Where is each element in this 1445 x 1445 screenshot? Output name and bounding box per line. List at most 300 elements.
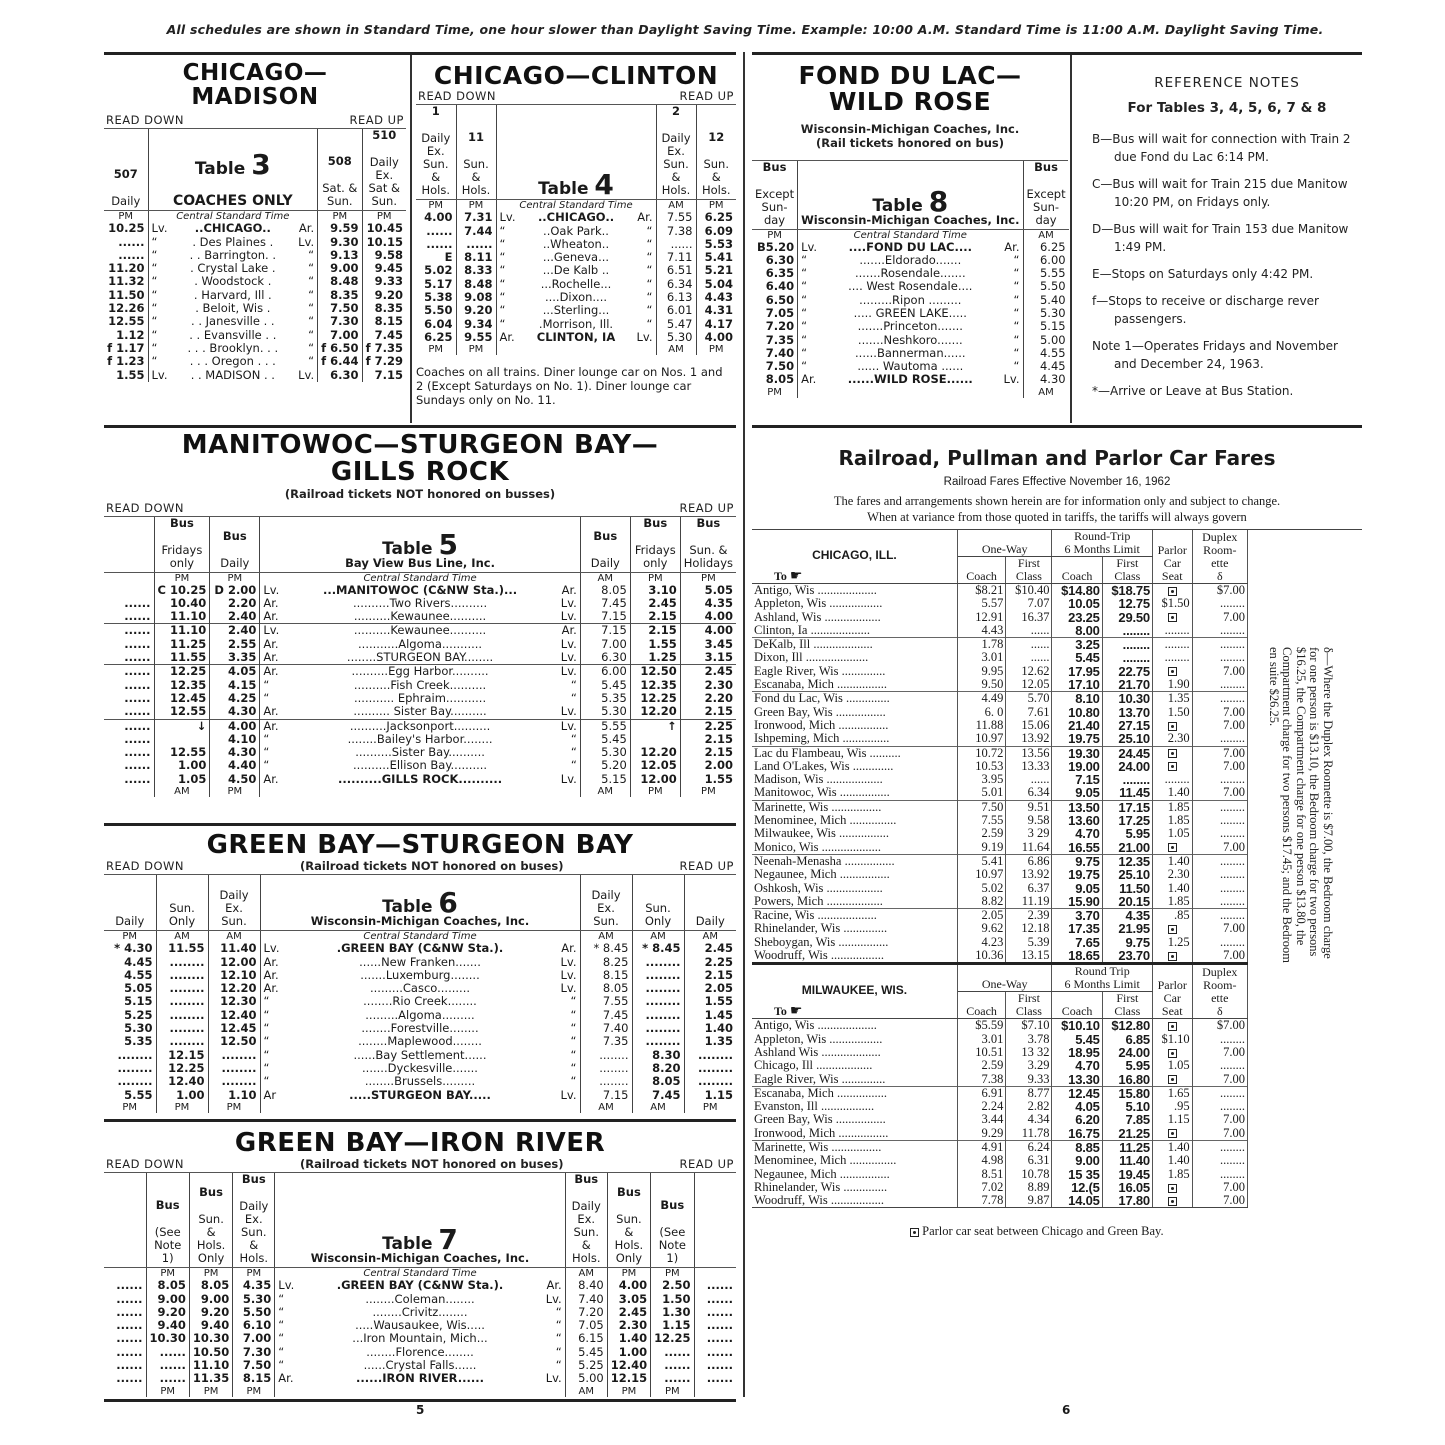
station-name: ..........Fish Creek.......... bbox=[353, 677, 487, 692]
schedule-row: 1.12 “ . . Evansville . . “ 7.00 7.45 bbox=[104, 329, 406, 342]
station-name: ...De Kalb .. bbox=[542, 263, 610, 278]
station-name: . . . Oregon . . . bbox=[189, 354, 276, 369]
column-header: 2 Daily Ex. Sun. & Hols. bbox=[656, 105, 696, 200]
fare-row: Oshkosh, Wis .................. 5.02 6.37 9.05 11.50 1.40 ........ bbox=[752, 882, 1248, 895]
fare-destination: Menominee, Mich ............... bbox=[752, 1154, 957, 1167]
table-7-grid: Bus (See Note 1) Bus Sun. & Hols. Only Bus Daily Ex. Sun. & Hols. Table 7 Wisconsin-Michigan Coaches, Inc. Bus Daily Ex. Sun. & Hols. Bus Sun. & Hols. Only Bus (See Note 1) PM PM PM Central Standard Time AM PM PM ...... 8.05 8.05 4.35 Lv. .GREEN BAY (C&NW Sta.). Ar. 8.40 4.00 2.50 ...... ...... 9.00 9.00 5.30 “ ........Coleman........ Lv. 7.40 3.05 1.50 ...... ...... 9.20 9.20 5.50 “ ........Crivitz........ “ 7.20 2.45 1.30 ...... ...... 9.40 9.40 6.10 “ .....Wausaukee, Wis..... “ 7.05 2.30 1.15 ...... ...... 10.30 10.30 7.00 “ ...Iron Mountain, Mich... “ 6.15 1.40 12.25 ...... ...... ...... 10.50 7.30 “ ........Florence........ “ 5.45 1.00 ...... ...... ...... ...... 11.10 7.50 “ ......Crystal Falls...... “ 5.25 12.40 ...... ...... ...... ...... 11.35 8.15 Ar. ......IRON RIVER...... Lv. 5.00 12.15 ...... ...... PM PM PM AM PM PM bbox=[104, 1173, 736, 1396]
schedule-row: ........ 12.15 ........ “ ......Bay Settlement...... “ ........ 8.30 ........ bbox=[104, 1049, 736, 1062]
station-name: ..........Ellison Bay.......... bbox=[353, 758, 488, 773]
read-down-label: READ DOWN bbox=[106, 113, 185, 128]
parlor-seat-icon bbox=[1168, 1184, 1177, 1193]
column-header: Bus Daily Ex. Sun. & Hols. bbox=[233, 1173, 275, 1268]
fare-destination: Monico, Wis ................... bbox=[752, 841, 957, 855]
parlor-footnote: Parlor car seat between Chicago and Green Bay. bbox=[910, 1224, 1362, 1239]
station-name: ..Oak Park.. bbox=[543, 223, 609, 238]
station-name: .Morrison, Ill. bbox=[538, 316, 614, 331]
station-name: .......Eldorado....... bbox=[859, 252, 962, 267]
fare-row: Marinette, Wis ................ 7.50 9.51 13.50 17.15 1.85 ........ bbox=[752, 800, 1248, 814]
fare-row: Negaunee, Mich ................ 8.51 10.78 15 35 19.45 1.85 ........ bbox=[752, 1168, 1248, 1181]
schedule-row: ...... 11.10 2.40 Ar. ..........Kewaunee.......... Lv. 7.15 2.15 4.00 bbox=[104, 610, 736, 624]
schedule-row: ...... 10.40 2.20 Ar. ..........Two Rivers.......... Lv. 7.45 2.45 4.35 bbox=[104, 597, 736, 610]
table-number-header: Table 3 COACHES ONLY bbox=[148, 129, 318, 211]
read-up-label: READ UP bbox=[679, 500, 734, 515]
station-name: .........Ripon ......... bbox=[859, 292, 962, 307]
column-header: Bus Except Sun- day bbox=[752, 161, 798, 230]
station-name: . Woodstock . bbox=[194, 274, 272, 289]
station-name: . . . Brooklyn. . . bbox=[187, 340, 279, 355]
schedule-row: ...... “ . . Barrington. . “ 9.13 9.58 bbox=[104, 249, 406, 262]
schedule-row: 5.25 ........ 12.40 “ .........Algoma......... “ 7.45 ........ 1.45 bbox=[104, 1009, 736, 1022]
station-name: .GREEN BAY (C&NW Sta.). bbox=[336, 941, 504, 956]
station-name: . Crystal Lake . bbox=[190, 261, 276, 276]
fare-destination: Evanston, Ill ................. bbox=[752, 1100, 957, 1113]
table-8-title-line1: FOND DU LAC— bbox=[798, 61, 1022, 90]
column-header: Bus Daily bbox=[580, 517, 630, 573]
station-name: ..........Kewaunee.......... bbox=[353, 609, 487, 624]
fares-disclaimer-line2: When at variance from those quoted in tariffs, the tariffs will always govern bbox=[867, 510, 1247, 524]
table-5-grid: Bus Fridays only Bus Daily Table 5 Bay View Bus Line, Inc. Bus Daily Bus Fridays only Bus Sun. & Holidays PM PM Central Standard Time AM PM PM C 10.25 D 2.00 Lv. ...MANITOWOC (C&NW Sta.)... Ar. 8.05 3.10 5.05 ...... 10.40 2.20 Ar. ..........Two Rivers.......... Lv. 7.45 2.45 4.35 ...... 11.10 2.40 Ar. ..........Kewaunee.......... Lv. 7.15 2.15 4.00 ...... 11.10 2.40 Lv. ..........Kewaunee.......... Ar. 7.15 2.15 4.00 ...... 11.25 2.55 Ar. ...........Algoma........... Lv. 7.00 1.55 3.45 ...... 11.55 3.35 Ar. ........STURGEON BAY........ Lv. 6.30 1.25 3.15 ...... 12.25 4.05 Ar. ..........Egg Harbor.......... Lv. 6.00 12.50 2.45 ...... 12.35 4.15 “ ..........Fish Creek.......... “ 5.45 12.35 2.30 ...... 12.45 4.25 “ ........... Ephraim........... “ 5.35 12.25 2.20 ...... 12.55 4.30 Ar. .......... Sister Bay.......... Lv. 5.30 12.20 2.15 ...... ↓ 4.00 Ar. ..........Jacksonport.......... Lv. 5.55 ↑ 2.25 ...... 4.10 “ ........Bailey's Harbor........ “ 5.45 2.15 ...... 12.55 4.30 “ ..........Sister Bay.......... “ 5.30 12.20 2.15 ...... 1.00 4.40 “ ..........Ellison Bay.......... “ 5.20 12.05 2.00 ...... 1.05 4.50 Ar. ..........GILLS ROCK.......... Lv. 5.15 12.00 1.55 AM PM AM PM PM bbox=[104, 517, 736, 797]
schedule-row: 12.55 “ . . Janesville . . “ 7.30 8.15 bbox=[104, 315, 406, 328]
parlor-seat-icon bbox=[1168, 1049, 1177, 1058]
station-name: ...MANITOWOC (C&NW Sta.)... bbox=[322, 582, 518, 597]
schedule-row: 11.32 “ . Woodstock . “ 8.48 9.33 bbox=[104, 275, 406, 288]
pointing-hand-icon: ☛ bbox=[789, 569, 803, 584]
station-name: ...Sterling... bbox=[542, 303, 610, 318]
schedule-row: 7.05 “ ..... GREEN LAKE..... “ 5.30 bbox=[752, 307, 1069, 320]
column-header: Daily Ex. Sun. bbox=[208, 875, 260, 931]
fare-row: Antigo, Wis ................... $8.21 $10.40 $14.80 $18.75 $7.00 bbox=[752, 584, 1248, 598]
read-down-label: READ DOWN bbox=[106, 500, 185, 515]
schedule-row: 5.30 ........ 12.45 “ ........Forestville........ “ 7.40 ........ 1.40 bbox=[104, 1022, 736, 1035]
fare-origin: MILWAUKEE, WIS. To ☛ bbox=[752, 965, 957, 1019]
column-header: Daily bbox=[684, 875, 736, 931]
fare-destination: Dixon, Ill .................... bbox=[752, 651, 957, 664]
schedule-row: 5.17 8.48 “ ...Rochelle... “ 6.34 5.04 bbox=[416, 278, 736, 291]
schedule-row: 6.30 “ .......Eldorado....... “ 6.00 bbox=[752, 254, 1069, 267]
fare-row: Land O'Lakes, Wis ............. 10.53 13.33 19.00 24.00 7.00 bbox=[752, 760, 1248, 773]
schedule-row: ...... 7.44 “ ..Oak Park.. “ 7.38 6.09 bbox=[416, 225, 736, 238]
table-7-title: GREEN BAY—IRON RIVER bbox=[234, 1128, 606, 1158]
fare-row: Appleton, Wis ................. 5.57 7.07 10.05 12.75 $1.50 ........ bbox=[752, 597, 1248, 610]
schedule-row: ...... 9.40 9.40 6.10 “ .....Wausaukee, Wis..... “ 7.05 2.30 1.15 ...... bbox=[104, 1319, 736, 1332]
fare-destination: Rhinelander, Wis .............. bbox=[752, 922, 957, 935]
read-up-label: READ UP bbox=[679, 859, 734, 874]
schedule-row: 12.26 “ . Beloit, Wis . “ 7.50 8.35 bbox=[104, 302, 406, 315]
station-name: .......Princeton....... bbox=[857, 319, 963, 334]
schedule-row: B5.20 Lv. ....FOND DU LAC.... Ar. 6.25 bbox=[752, 241, 1069, 254]
station-name: ........Coleman........ bbox=[365, 1291, 475, 1306]
fare-origin: CHICAGO, ILL. To ☛ bbox=[752, 530, 957, 584]
fare-destination: Land O'Lakes, Wis ............. bbox=[752, 760, 957, 773]
station-name: ..........Jacksonport.......... bbox=[282, 719, 557, 733]
fare-destination: Negaunee, Mich ................ bbox=[752, 1168, 957, 1181]
schedule-row: 7.35 “ .......Neshkoro....... “ 5.00 bbox=[752, 334, 1069, 347]
column-header: Sun. Only bbox=[632, 875, 684, 931]
station-name: ..CHICAGO.. bbox=[194, 221, 271, 236]
fare-destination: Appleton, Wis ................. bbox=[752, 1033, 957, 1046]
fare-destination: Antigo, Wis ................... bbox=[752, 584, 957, 598]
schedule-row: ...... 1.05 4.50 Ar. ..........GILLS ROCK.......... Lv. 5.15 12.00 1.55 bbox=[104, 773, 736, 786]
schedule-row: ...... 12.45 4.25 “ ........... Ephraim........... “ 5.35 12.25 2.20 bbox=[104, 692, 736, 705]
fare-row: Powers, Mich .................. 8.82 11.19 15.90 20.15 1.85 ........ bbox=[752, 895, 1248, 909]
fare-destination: Eagle River, Wis .............. bbox=[752, 665, 957, 678]
fare-row: Ironwood, Mich ................ 9.29 11.78 16.75 21.25 7.00 bbox=[752, 1127, 1248, 1141]
schedule-row: 4.55 ........ 12.10 Ar. .......Luxemburg........ Lv. 8.15 ........ 2.15 bbox=[104, 969, 736, 982]
station-name: ........Maplewood........ bbox=[358, 1034, 482, 1049]
fare-destination: Eagle River, Wis .............. bbox=[752, 1073, 957, 1087]
station-name: ...........Algoma........... bbox=[358, 636, 483, 651]
page-number-left: 5 bbox=[416, 1403, 425, 1417]
parlor-seat-icon bbox=[1168, 1129, 1177, 1138]
parlor-seat-icon bbox=[1168, 843, 1177, 852]
reference-notes-title: REFERENCE NOTES bbox=[1154, 75, 1300, 91]
fares-from-milwaukee: MILWAUKEE, WIS. To ☛ One-Way Round Trip 6 Months Limit Parlor Car Seat Duplex Room- ette δ Coach First Class Coach First Class Antigo, Wis ................... $5.59 $7.10 $10.10 $12.80 $7.00 Appleton, Wis ................. 3.01 3.78 5.45 6.85 $1.10 ........ Ashland Wis ................... 10.51 13 32 18.95 24.00 7.00 Chicago, Ill .................. 2.59 3.29 4.70 5.95 1.05 ........ Eagle River, Wis .............. 7.38 9.33 13.30 16.80 7.00 Escanaba, Mich ................ 6.91 8.77 12.45 15.80 1.65 ........ Evanston, Ill ................. 2.24 2.82 4.05 5.10 .95 ........ Green Bay, Wis ................ 3.44 4.34 6.20 7.85 1.15 7.00 Ironwood, Mich ................ 9.29 11.78 16.75 21.25 7.00 Marinette, Wis ................ 4.91 6.24 8.85 11.25 1.40 ........ Menominee, Mich ............... 4.98 6.31 9.00 11.40 1.40 ........ Negaunee, Mich ................ 8.51 10.78 15 35 19.45 1.85 ........ Rhinelander, Wis .............. 7.02 8.89 12.(5 16.05 7.00 Woodruff, Wis ................. 7.78 9.87 14.05 17.80 7.00 bbox=[752, 965, 1248, 1207]
column-header: Bus Except Sun- day bbox=[1023, 161, 1069, 230]
station-name: ........STURGEON BAY........ bbox=[346, 650, 494, 665]
station-name: .....STURGEON BAY..... bbox=[349, 1087, 491, 1102]
table-6-green-bay-sturgeon-bay bbox=[104, 823, 736, 1113]
fare-row: Monico, Wis ................... 9.19 11.64 16.55 21.00 7.00 bbox=[752, 841, 1248, 855]
fares-effective-date: Railroad Fares Effective November 16, 1962 bbox=[943, 476, 1171, 488]
page-number-right: 6 bbox=[1062, 1403, 1071, 1417]
table-5-manitowoc-gills-rock bbox=[104, 425, 736, 797]
fare-row: Eagle River, Wis .............. 7.38 9.33 13.30 16.80 7.00 bbox=[752, 1073, 1248, 1087]
station-name: ..Wheaton.. bbox=[542, 236, 610, 251]
schedule-row: 5.05 ........ 12.20 Ar. .........Casco......... Lv. 8.05 ........ 2.05 bbox=[104, 982, 736, 995]
schedule-row: 5.02 8.33 “ ...De Kalb .. “ 6.51 5.21 bbox=[416, 264, 736, 277]
fare-destination: Madison, Wis .................. bbox=[752, 773, 957, 786]
parlor-seat-icon bbox=[1168, 925, 1177, 934]
fare-destination: Woodruff, Wis ................. bbox=[752, 949, 957, 962]
fare-row: Escanaba, Mich ................ 9.50 12.05 17.10 21.70 1.90 ........ bbox=[752, 678, 1248, 692]
station-name: ......Crystal Falls...... bbox=[363, 1358, 477, 1373]
table-6-title: GREEN BAY—STURGEON BAY bbox=[206, 830, 634, 860]
fares-disclaimer-line1: The fares and arrangements shown herein are for information only and subject to change. bbox=[833, 494, 1281, 508]
column-header: Daily bbox=[104, 875, 156, 931]
fare-destination: Ashland, Wis .................. bbox=[752, 611, 957, 624]
central-standard-time-label: Central Standard Time bbox=[260, 572, 580, 584]
schedule-row: 4.45 ........ 12.00 Ar. ......New Franken....... Lv. 8.25 ........ 2.25 bbox=[104, 956, 736, 969]
parlor-seat-icon bbox=[1168, 749, 1177, 758]
fare-row: Racine, Wis ................... 2.05 2.39 3.70 4.35 .85 ........ bbox=[752, 909, 1248, 923]
column-header: Bus Fridays only bbox=[154, 517, 210, 573]
fare-row: Appleton, Wis ................. 3.01 3.78 5.45 6.85 $1.10 ........ bbox=[752, 1033, 1248, 1046]
schedule-row: 10.25 Lv. ..CHICAGO.. Ar. 9.59 10.45 bbox=[104, 222, 406, 235]
table-5-title-line1: MANITOWOC—STURGEON BAY— bbox=[181, 430, 659, 460]
table-7-green-bay-iron-river bbox=[104, 1119, 736, 1402]
fare-row: Antigo, Wis ................... $5.59 $7.10 $10.10 $12.80 $7.00 bbox=[752, 1019, 1248, 1033]
reference-note: *—Arrive or Leave at Bus Station. bbox=[1092, 384, 1294, 398]
schedule-row: 6.40 “ .... West Rosendale.... “ 5.50 bbox=[752, 280, 1069, 293]
station-name: . . Evansville . . bbox=[189, 327, 277, 342]
column-header bbox=[104, 1173, 146, 1268]
schedule-row: ...... 1.00 4.40 “ ..........Ellison Bay.......... “ 5.20 12.05 2.00 bbox=[104, 759, 736, 772]
station-name: . . MADISON . . bbox=[190, 367, 275, 382]
station-name: ......Bannerman...... bbox=[855, 345, 966, 360]
column-header: 508 Sat. & Sun. bbox=[318, 129, 362, 211]
column-header: Bus Sun. & Hols. Only bbox=[607, 1173, 650, 1268]
fare-destination: Fond du Lac, Wis .............. bbox=[752, 692, 957, 706]
column-header: 11 Sun. & Hols. bbox=[456, 105, 496, 200]
station-name: . . Barrington. . bbox=[189, 247, 276, 262]
page-5 bbox=[104, 52, 736, 1397]
station-name: ..........Sister Bay.......... bbox=[355, 745, 485, 760]
schedule-row: 8.05 Ar. ......WILD ROSE...... Lv. 4.30 bbox=[752, 373, 1069, 386]
fare-row: Woodruff, Wis ................. 10.36 13.15 18.65 23.70 7.00 bbox=[752, 949, 1248, 962]
fare-destination: Marinette, Wis ................ bbox=[752, 800, 957, 814]
schedule-row: 6.25 9.55 Ar. CLINTON, IA Lv. 5.30 4.00 bbox=[416, 331, 736, 344]
schedule-row: ...... 11.10 2.40 Lv. ..........Kewaunee.......... Ar. 7.15 2.15 4.00 bbox=[104, 624, 736, 638]
station-name: . Harvard, Ill . bbox=[193, 287, 272, 302]
station-name: .....Wausaukee, Wis..... bbox=[355, 1318, 485, 1333]
reference-note: Note 1—Operates Fridays and November and December 24, 1963. bbox=[1092, 339, 1338, 371]
table-3-grid: 507 Daily Table 3 COACHES ONLY 508 Sat. & Sun. 510 Daily Ex. Sat & Sun. PM Central Standard Time PM PM 10.25 Lv. ..CHICAGO.. Ar. 9.59 10.45 ...... “ . Des Plaines . Lv. 9.30 10.15 ...... “ . . Barrington. . “ 9.13 9.58 11.20 “ . Crystal Lake . “ 9.00 9.45 11.32 “ . Woodstock . “ 8.48 9.33 11.50 “ . Harvard, Ill . “ 8.35 9.20 12.26 “ . Beloit, Wis . “ 7.50 8.35 12.55 “ . . Janesville . . “ 7.30 8.15 1.12 “ . . Evansville . . “ 7.00 7.45 f 1.17 “ . . . Brooklyn. . . “ f 6.50 f 7.35 f 1.23 “ . . . Oregon . . . “ f 6.44 f 7.29 1.55 Lv. . . MADISON . . Lv. 6.30 7.15 bbox=[104, 129, 406, 382]
schedule-row: 5.55 1.00 1.10 Ar .....STURGEON BAY..... Lv. 7.15 7.45 1.15 bbox=[104, 1089, 736, 1102]
station-name: .......Neshkoro....... bbox=[857, 332, 963, 347]
table-4-title: CHICAGO—CLINTON bbox=[433, 61, 719, 90]
table-5-title-line2: GILLS ROCK bbox=[330, 457, 510, 488]
fare-destination: Milwaukee, Wis ................ bbox=[752, 827, 957, 840]
fare-destination: Antigo, Wis ................... bbox=[752, 1019, 957, 1033]
fare-row: Ashland, Wis .................. 12.91 16.37 23.25 29.50 7.00 bbox=[752, 611, 1248, 624]
schedule-row: ...... 12.55 4.30 “ ..........Sister Bay.......... “ 5.30 12.20 2.15 bbox=[104, 746, 736, 759]
schedule-row: 11.50 “ . Harvard, Ill . “ 8.35 9.20 bbox=[104, 289, 406, 302]
column-header: Bus Sun. & Holidays bbox=[680, 517, 736, 573]
schedule-row: ...... ...... 10.50 7.30 “ ........Florence........ “ 5.45 1.00 ...... ...... bbox=[104, 1346, 736, 1359]
schedule-row: ...... ...... “ ..Wheaton.. “ ...... 5.53 bbox=[416, 238, 736, 251]
parlor-seat-icon bbox=[1168, 667, 1177, 676]
fare-row: Neenah-Menasha ................ 5.41 6.86 9.75 12.35 1.40 ........ bbox=[752, 854, 1248, 868]
parlor-seat-icon bbox=[1168, 1022, 1177, 1031]
table-number-header: Table 6 Wisconsin-Michigan Coaches, Inc. bbox=[260, 875, 580, 931]
table-5-rail-note: (Railroad tickets NOT honored on busses) bbox=[284, 486, 556, 501]
parlor-seat-icon bbox=[1168, 722, 1177, 731]
table-number-header: Table 8 Wisconsin-Michigan Coaches, Inc. bbox=[798, 161, 1023, 230]
fare-destination: Ishpeming, Mich ............... bbox=[752, 732, 957, 746]
reference-notes-subtitle: For Tables 3, 4, 5, 6, 7 & 8 bbox=[1127, 100, 1327, 116]
table-number-header: Table 7 Wisconsin-Michigan Coaches, Inc. bbox=[275, 1173, 565, 1268]
schedule-row: 7.20 “ .......Princeton....... “ 5.15 bbox=[752, 320, 1069, 333]
column-header: 510 Daily Ex. Sat & Sun. bbox=[362, 129, 406, 211]
fare-row: Chicago, Ill .................. 2.59 3.29 4.70 5.95 1.05 ........ bbox=[752, 1059, 1248, 1072]
fare-destination: Chicago, Ill .................. bbox=[752, 1059, 957, 1072]
station-name: ...Geneva... bbox=[542, 250, 610, 265]
fare-destination: Escanaba, Mich ................ bbox=[752, 1086, 957, 1100]
fare-row: Green Bay, Wis ................ 6. 0 7.61 10.80 13.70 1.50 7.00 bbox=[752, 706, 1248, 719]
column-header: 507 Daily bbox=[104, 129, 148, 211]
fare-row: Menominee, Mich ............... 4.98 6.31 9.00 11.40 1.40 ........ bbox=[752, 1154, 1248, 1167]
table-4-chicago-clinton bbox=[410, 55, 736, 423]
fare-destination: Ashland Wis ................... bbox=[752, 1046, 957, 1059]
table-4-note: Coaches on all trains. Diner lounge car on Nos. 1 and 2 (Except Saturdays on No. 1). Diner lounge car Sundays only on No. 11. bbox=[416, 365, 723, 408]
schedule-row: ...... ↓ 4.00 Ar. ..........Jacksonport.......... Lv. 5.55 ↑ 2.25 bbox=[104, 719, 736, 733]
station-name: ..... GREEN LAKE..... bbox=[853, 305, 967, 320]
schedule-row: ...... 4.10 “ ........Bailey's Harbor........ “ 5.45 2.15 bbox=[104, 733, 736, 746]
table-8-fond-du-lac-wild-rose bbox=[752, 55, 1068, 423]
fare-row: DeKalb, Ill ................... 1.78 ...... 3.25 ........ ........ ........ bbox=[752, 638, 1248, 652]
schedule-row: 1.55 Lv. . . MADISON . . Lv. 6.30 7.15 bbox=[104, 369, 406, 382]
pointing-hand-icon: ☛ bbox=[789, 1004, 803, 1020]
reference-note: D—Bus will wait for Train 153 due Manitow 1:49 PM. bbox=[1092, 222, 1349, 254]
station-name: ........Florence........ bbox=[366, 1344, 474, 1359]
column-header bbox=[104, 517, 154, 573]
fare-row: Manitowoc, Wis ................ 5.01 6.34 9.05 11.45 1.40 7.00 bbox=[752, 786, 1248, 800]
fare-row: Ironwood, Mich ................ 11.88 15.06 21.40 27.15 7.00 bbox=[752, 719, 1248, 732]
fares-title: Railroad, Pullman and Parlor Car Fares bbox=[838, 446, 1276, 470]
reference-note: C—Bus will wait for Train 215 due Manitow 10:20 PM, on Fridays only. bbox=[1092, 177, 1348, 209]
schedule-row: ...... 11.55 3.35 Ar. ........STURGEON BAY........ Lv. 6.30 1.25 3.15 bbox=[104, 651, 736, 665]
read-down-label: READ DOWN bbox=[106, 859, 185, 874]
station-name: ........... Ephraim........... bbox=[354, 690, 487, 705]
fare-row: Clinton, Ia ................... 4.43 ...... 8.00 ........ ........ ........ bbox=[752, 624, 1248, 638]
table-8-rail-note: (Rail tickets honored on bus) bbox=[816, 135, 1004, 150]
fare-row: Lac du Flambeau, Wis .......... 10.72 13.56 19.30 24.45 7.00 bbox=[752, 746, 1248, 760]
station-name: ......Bay Settlement...... bbox=[353, 1047, 487, 1062]
schedule-row: ...... “ . Des Plaines . Lv. 9.30 10.15 bbox=[104, 236, 406, 249]
station-name: .GREEN BAY (C&NW Sta.). bbox=[336, 1278, 504, 1293]
schedule-row: ...... 9.00 9.00 5.30 “ ........Coleman........ Lv. 7.40 3.05 1.50 ...... bbox=[104, 1293, 736, 1306]
station-name: ..CHICAGO.. bbox=[537, 210, 615, 225]
column-header: Bus Sun. & Hols. Only bbox=[189, 1173, 232, 1268]
reference-note: f—Stops to receive or discharge rever passengers. bbox=[1092, 294, 1319, 326]
fare-destination: Appleton, Wis ................. bbox=[752, 597, 957, 610]
schedule-row: ........ 12.40 ........ “ ........Brussels......... “ ........ 8.05 ........ bbox=[104, 1075, 736, 1088]
fare-destination: Negaunee, Mich ................ bbox=[752, 868, 957, 881]
fare-row: Ashland Wis ................... 10.51 13 32 18.95 24.00 7.00 bbox=[752, 1046, 1248, 1059]
fare-destination: Menominee, Mich ............... bbox=[752, 814, 957, 827]
parlor-seat-icon bbox=[1168, 1075, 1177, 1084]
schedule-row: ...... 12.55 4.30 Ar. .......... Sister Bay.......... Lv. 5.30 12.20 2.15 bbox=[104, 705, 736, 719]
table-6-grid: Daily Sun. Only Daily Ex. Sun. Table 6 Wisconsin-Michigan Coaches, Inc. Daily Ex. Sun. Sun. Only Daily PM AM AM Central Standard Time AM AM AM * 4.30 11.55 11.40 Lv. .GREEN BAY (C&NW Sta.). Ar. * 8.45 * 8.45 2.45 4.45 ........ 12.00 Ar. ......New Franken....... Lv. 8.25 ........ 2.25 4.55 ........ 12.10 Ar. .......Luxemburg........ Lv. 8.15 ........ 2.15 5.05 ........ 12.20 Ar. .........Casco......... Lv. 8.05 ........ 2.05 5.15 ........ 12.30 “ ........Rio Creek........ “ 7.55 ........ 1.55 5.25 ........ 12.40 “ .........Algoma......... “ 7.45 ........ 1.45 5.30 ........ 12.45 “ ........Forestville........ “ 7.40 ........ 1.40 5.35 ........ 12.50 “ ........Maplewood........ “ 7.35 ........ 1.35 ........ 12.15 ........ “ ......Bay Settlement...... “ ........ 8.30 ........ ........ 12.25 ........ “ .......Dyckesville....... “ ........ 8.20 ........ ........ 12.40 ........ “ ........Brussels......... “ ........ 8.05 ........ 5.55 1.00 1.10 Ar .....STURGEON BAY..... Lv. 7.15 7.45 1.15 PM PM PM AM AM PM bbox=[104, 875, 736, 1113]
station-name: .........Casco......... bbox=[369, 981, 471, 996]
fare-row: Madison, Wis .................. 3.95 ...... 7.15 ........ ........ ........ bbox=[752, 773, 1248, 786]
schedule-row: 4.00 7.31 Lv. ..CHICAGO.. Ar. 7.55 6.25 bbox=[416, 211, 736, 224]
station-name: .......Luxemburg........ bbox=[360, 967, 480, 982]
fare-row: Milwaukee, Wis ................ 2.59 3 29 4.70 5.95 1.05 ........ bbox=[752, 827, 1248, 840]
fare-row: Fond du Lac, Wis .............. 4.49 5.70 8.10 10.30 1.35 ........ bbox=[752, 692, 1248, 706]
fare-row: Sheboygan, Wis ................ 4.23 5.39 7.65 9.75 1.25 ........ bbox=[752, 936, 1248, 949]
parlor-seat-icon bbox=[1168, 762, 1177, 771]
central-standard-time-label: Central Standard Time bbox=[275, 1268, 565, 1280]
reference-notes bbox=[1070, 55, 1362, 423]
station-name: ..........GILLS ROCK.......... bbox=[338, 771, 503, 786]
station-name: ..........Egg Harbor.......... bbox=[282, 665, 557, 679]
duplex-roomette-footnote: δ—Where the Duplex Roomette is $7.00, the Bedroom charge for one person is $13.10, the Bedroom charge for two persons $16.25, the Compartment charge for one person $13.80, the Compartment charge for two persons $17.45; and the Bedroom en suite $26.25. bbox=[1267, 647, 1335, 964]
fare-destination: Oshkosh, Wis .................. bbox=[752, 882, 957, 895]
fare-row: Negaunee, Mich ................ 10.97 13.92 19.75 25.10 2.30 ........ bbox=[752, 868, 1248, 881]
fare-destination: Lac du Flambeau, Wis .......... bbox=[752, 746, 957, 760]
schedule-row: 7.40 “ ......Bannerman...... “ 4.55 bbox=[752, 347, 1069, 360]
fare-row: Evanston, Ill ................. 2.24 2.82 4.05 5.10 .95 ........ bbox=[752, 1100, 1248, 1113]
column-header: Bus (See Note 1) bbox=[146, 1173, 189, 1268]
station-name: ........Forestville........ bbox=[361, 1021, 479, 1036]
schedule-row: ...... 8.05 8.05 4.35 Lv. .GREEN BAY (C&NW Sta.). Ar. 8.40 4.00 2.50 ...... bbox=[104, 1279, 736, 1292]
fare-destination: Marinette, Wis ................ bbox=[752, 1140, 957, 1154]
schedule-row: ...... ...... 11.35 8.15 Ar. ......IRON RIVER...... Lv. 5.00 12.15 ...... ...... bbox=[104, 1372, 736, 1385]
station-name: ....FOND DU LAC.... bbox=[848, 239, 972, 254]
fare-destination: Powers, Mich .................. bbox=[752, 895, 957, 909]
parlor-seat-icon bbox=[1168, 952, 1177, 961]
read-up-label: READ UP bbox=[679, 1157, 734, 1172]
column-header: Bus Fridays only bbox=[630, 517, 680, 573]
station-name: ........Rio Creek........ bbox=[363, 994, 477, 1009]
read-up-label: READ UP bbox=[679, 89, 734, 104]
fare-row: Escanaba, Mich ................ 6.91 8.77 12.45 15.80 1.65 ........ bbox=[752, 1086, 1248, 1100]
table-8-operator: Wisconsin-Michigan Coaches, Inc. bbox=[800, 121, 1020, 136]
fare-destination: DeKalb, Ill ................... bbox=[752, 638, 957, 652]
fare-row: Rhinelander, Wis .............. 9.62 12.18 17.35 21.95 7.00 bbox=[752, 922, 1248, 935]
station-name: ..........Two Rivers.......... bbox=[352, 595, 488, 610]
reference-note: B—Bus will wait for connection with Train 2 due Fond du Lac 6:14 PM. bbox=[1092, 132, 1351, 164]
page-6 bbox=[752, 52, 1362, 1239]
central-standard-time-label: Central Standard Time bbox=[260, 931, 580, 943]
schedule-row: ...... 11.25 2.55 Ar. ...........Algoma........... Lv. 7.00 1.55 3.45 bbox=[104, 638, 736, 651]
column-header: Daily Ex. Sun. bbox=[580, 875, 632, 931]
schedule-row: ........ 12.25 ........ “ .......Dyckesville....... “ ........ 8.20 ........ bbox=[104, 1062, 736, 1075]
parlor-seat-icon bbox=[910, 1228, 919, 1237]
table-7-rail-note: (Railroad tickets NOT honored on buses) bbox=[300, 1157, 564, 1172]
schedule-row: E 8.11 “ ...Geneva... “ 7.11 5.41 bbox=[416, 251, 736, 264]
station-name: ...Rochelle... bbox=[540, 276, 612, 291]
central-standard-time-label: Central Standard Time bbox=[798, 229, 1023, 241]
station-name: ........Crivitz........ bbox=[372, 1304, 468, 1319]
page-divider bbox=[743, 52, 745, 1397]
parlor-seat-icon bbox=[1168, 613, 1177, 622]
schedule-row: 5.35 ........ 12.50 “ ........Maplewood........ “ 7.35 ........ 1.35 bbox=[104, 1035, 736, 1048]
column-header: Bus (See Note 1) bbox=[651, 1173, 694, 1268]
fare-row: Menominee, Mich ............... 7.55 9.58 13.60 17.25 1.85 ........ bbox=[752, 814, 1248, 827]
reference-note: E—Stops on Saturdays only 4:42 PM. bbox=[1092, 267, 1314, 281]
column-header: Sun. Only bbox=[156, 875, 208, 931]
schedule-row: f 1.23 “ . . . Oregon . . . “ f 6.44 f 7.29 bbox=[104, 355, 406, 368]
station-name: .........Algoma......... bbox=[365, 1007, 475, 1022]
table-3-title-line2: MADISON bbox=[191, 84, 319, 111]
fare-destination: Green Bay, Wis ................ bbox=[752, 706, 957, 719]
fare-destination: Escanaba, Mich ................ bbox=[752, 678, 957, 692]
schedule-row: * 4.30 11.55 11.40 Lv. .GREEN BAY (C&NW Sta.). Ar. * 8.45 * 8.45 2.45 bbox=[104, 942, 736, 955]
fare-destination: Ironwood, Mich ................ bbox=[752, 1127, 957, 1141]
schedule-row: 5.38 9.08 “ ....Dixon.... “ 6.13 4.43 bbox=[416, 291, 736, 304]
table-number-header: Table 4 bbox=[496, 105, 656, 200]
fare-destination: Green Bay, Wis ................ bbox=[752, 1113, 957, 1126]
station-name: .......Dyckesville....... bbox=[362, 1060, 478, 1075]
table-4-grid: 1 Daily Ex. Sun. & Hols. 11 Sun. & Hols. Table 4 2 Daily Ex. Sun. & Hols. 12 Sun. & Hols. PM PM Central Standard Time AM PM 4.00 7.31 Lv. ..CHICAGO.. Ar. 7.55 6.25 ...... 7.44 “ ..Oak Park.. “ 7.38 6.09 ...... ...... “ ..Wheaton.. “ ...... 5.53 E 8.11 “ ...Geneva... “ 7.11 5.41 5.02 8.33 “ ...De Kalb .. “ 6.51 5.21 5.17 8.48 “ ...Rochelle... “ 6.34 5.04 5.38 9.08 “ ....Dixon.... “ 6.13 4.43 5.50 9.20 “ ...Sterling... “ 6.01 4.31 6.04 9.34 “ .Morrison, Ill. “ 5.47 4.17 6.25 9.55 Ar. CLINTON, IA Lv. 5.30 4.00 PM PM AM PM bbox=[416, 105, 736, 355]
fare-destination: Woodruff, Wis ................. bbox=[752, 1194, 957, 1207]
schedule-row: C 10.25 D 2.00 Lv. ...MANITOWOC (C&NW Sta.)... Ar. 8.05 3.10 5.05 bbox=[104, 584, 736, 597]
station-name: ......WILD ROSE...... bbox=[847, 372, 973, 387]
fare-destination: Clinton, Ia ................... bbox=[752, 624, 957, 638]
fare-destination: Rhinelander, Wis .............. bbox=[752, 1181, 957, 1194]
table-3-chicago-madison bbox=[104, 55, 406, 423]
fare-row: Green Bay, Wis ................ 3.44 4.34 6.20 7.85 1.15 7.00 bbox=[752, 1113, 1248, 1126]
fare-row: Eagle River, Wis .............. 9.95 12.62 17.95 22.75 7.00 bbox=[752, 665, 1248, 678]
table-number-header: Table 5 Bay View Bus Line, Inc. bbox=[260, 517, 580, 573]
fare-row: Marinette, Wis ................ 4.91 6.24 8.85 11.25 1.40 ........ bbox=[752, 1140, 1248, 1154]
fare-destination: Ironwood, Mich ................ bbox=[752, 719, 957, 732]
schedule-row: f 1.17 “ . . . Brooklyn. . . “ f 6.50 f 7.35 bbox=[104, 342, 406, 355]
parlor-seat-icon bbox=[1168, 1197, 1177, 1206]
station-name: CLINTON, IA bbox=[536, 329, 616, 344]
schedule-row: 6.04 9.34 “ .Morrison, Ill. “ 5.47 4.17 bbox=[416, 318, 736, 331]
read-down-label: READ DOWN bbox=[106, 1157, 185, 1172]
table-8-title-line2: WILD ROSE bbox=[828, 87, 992, 117]
column-header: 1 Daily Ex. Sun. & Hols. bbox=[416, 105, 456, 200]
fare-row: Dixon, Ill .................... 3.01 ...... 5.45 ........ ........ ........ bbox=[752, 651, 1248, 664]
central-standard-time-label: Central Standard Time bbox=[148, 211, 318, 223]
column-header: Bus Daily bbox=[210, 517, 260, 573]
table-6-rail-note: (Railroad tickets NOT honored on buses) bbox=[300, 859, 564, 874]
schedule-row: 5.50 9.20 “ ...Sterling... “ 6.01 4.31 bbox=[416, 304, 736, 317]
